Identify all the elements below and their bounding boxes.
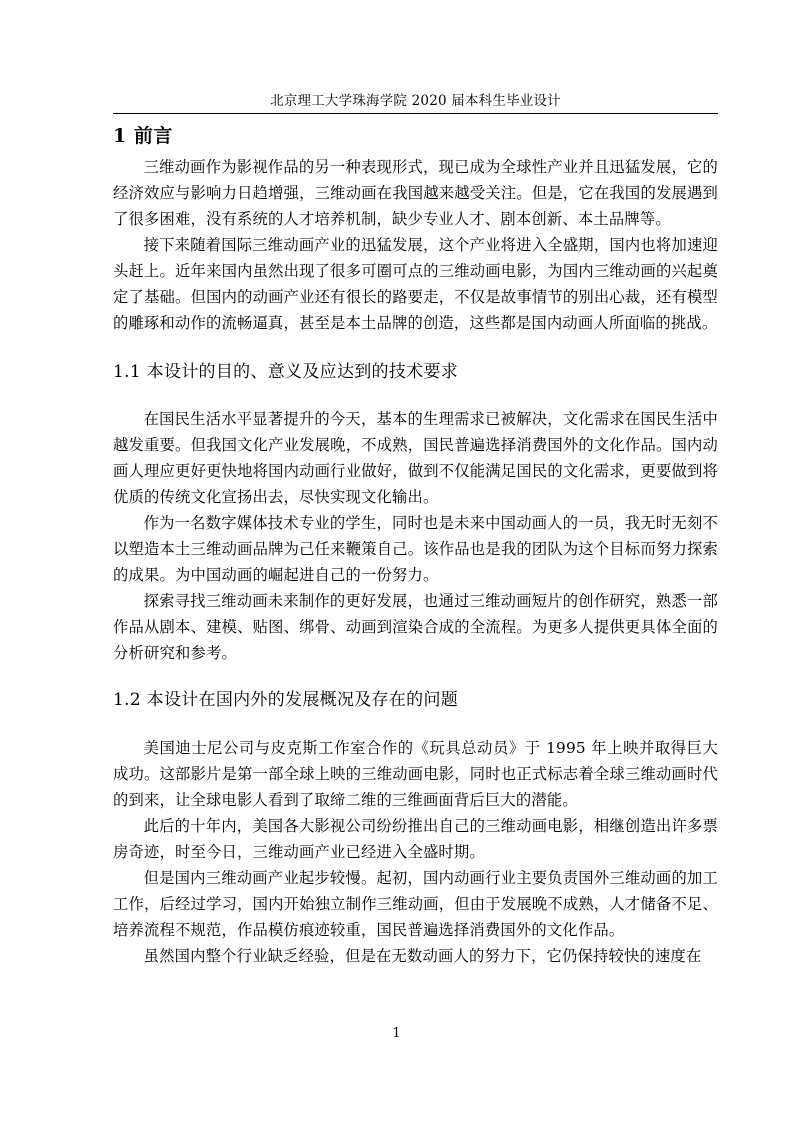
body-paragraph: 探索寻找三维动画未来制作的更好发展，也通过三维动画短片的创作研究，熟悉一部作品从剧本、建模、贴图、绑骨、动画到渲染合成的全流程。为更多人提供更具体全面的分析研究和参考。 — [113, 592, 718, 662]
body-paragraph: 此后的十年内，美国各大影视公司纷纷推出自己的三维动画电影，相继创造出许多票房奇迹，时至今日，三维动画产业已经进入全盛时期。 — [113, 817, 718, 861]
body-paragraph: 虽然国内整个行业缺乏经验，但是在无数动画人的努力下，它仍保持较快的速度在 — [143, 947, 702, 965]
page-content — [113, 118, 718, 969]
body-paragraph: 三维动画作为影视作品的另一种表现形式，现已成为全球性产业并且迅猛发展，它的经济效应与影响力日趋增强，三维动画在我国越来越受关注。但是，它在我国的发展遇到了很多困难，没有系统的人才培养机制，缺少专业人才、剧本创新、本土品牌等。 — [113, 158, 718, 228]
section-heading: 1.2 本设计在国内外的发展概况及存在的问题 — [113, 690, 459, 710]
page-number: 1 — [392, 1026, 401, 1041]
chapter-heading: 1 前言 — [113, 125, 173, 147]
body-paragraph: 接下来随着国际三维动画产业的迅猛发展，这个产业将进入全盛期，国内也将加速迎头赶上。近年来国内虽然出现了很多可圈可点的三维动画电影，为国内三维动画的兴起奠定了基础。但国内的动画产业还有很长的路要走，不仅是故事情节的别出心裁，还有模型的雕琢和动作的流畅逼真，甚至是本土品牌的创造，这些都是国内动画人所面临的挑战。 — [113, 236, 718, 332]
body-paragraph: 作为一名数字媒体技术专业的学生，同时也是未来中国动画人的一员，我无时无刻不以塑造本土三维动画品牌为己任来鞭策自己。该作品也是我的团队为这个目标而努力探索的成果。为中国动画的崛起进自己的一份努力。 — [113, 514, 718, 584]
body-paragraph: 在国民生活水平显著提升的今天，基本的生理需求已被解决，文化需求在国民生活中越发重要。但我国文化产业发展晚，不成熟，国民普遍选择消费国外的文化作品。国内动画人理应更好更快地将国内动画行业做好，做到不仅能满足国民的文化需求，更要做到将优质的传统文化宣扬出去，尽快实现文化输出。 — [113, 410, 718, 506]
body-paragraph: 但是国内三维动画产业起步较慢。起初，国内动画行业主要负责国外三维动画的加工工作，后经过学习，国内开始独立制作三维动画，但由于发展晚不成熟，人才储备不足、培养流程不规范，作品模仿痕迹较重，国民普遍选择消费国外的文化作品。 — [113, 869, 718, 939]
header-rule — [113, 113, 718, 114]
body-paragraph: 美国迪士尼公司与皮克斯工作室合作的《玩具总动员》于 1995 年上映并取得巨大成功。这部影片是第一部全球上映的三维动画电影，同时也正式标志着全球三维动画时代的到来，让全球电影人看到了取缔二维的三维画面背后巨大的潜能。 — [113, 739, 718, 809]
running-header: 北京理工大学珠海学院 2020 届本科生毕业设计 — [270, 93, 561, 109]
section-heading: 1.1 本设计的目的、意义及应达到的技术要求 — [113, 362, 459, 382]
